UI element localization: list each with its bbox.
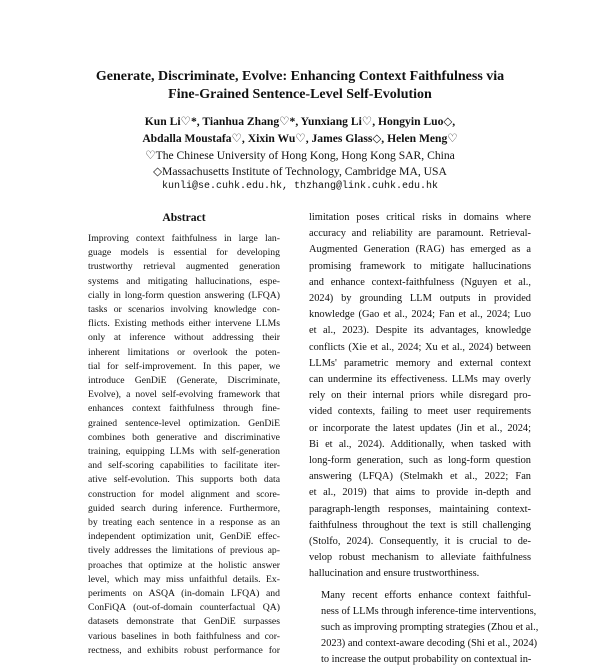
intro-paragraph-1-line: conflicts (Xie et al., 2024; Xu et al., 2024) between (309, 341, 531, 353)
intro-paragraph-1-line: limitation poses critical risks in domains where (309, 212, 531, 223)
intro-paragraph-1-line: can undermine its effectiveness. LLMs may overly (309, 374, 531, 386)
abstract-line: only at inference without addressing their (88, 332, 280, 344)
author-emails: kunli@se.cuhk.edu.hk, thzhang@link.cuhk.edu.hk (161, 181, 439, 192)
abstract-line: periments on ASQA (in-domain LFQA) and (88, 588, 280, 600)
intro-paragraph-1-line: paragraph-length responses, maintaining context- (309, 503, 531, 515)
intro-paragraph-1-line: 2024) by grounding LLM outputs in provided (309, 293, 531, 305)
intro-paragraph-2-line: ness of LLMs through inference-time interventions, (321, 605, 537, 617)
intro-paragraph-1-line: Bi et al., 2024). Additionally, when tasked with (309, 438, 531, 450)
abstract-line: by treating each sentence in a response as an (88, 517, 280, 529)
abstract-line: tively addresses the limitations of previous ap- (88, 545, 280, 557)
abstract-line: cially in long-form question answering (LFQA) (88, 289, 280, 301)
abstract-line: Evolve), a novel self-evolving framework that (88, 389, 280, 401)
intro-paragraph-1-line: LLMs' parametric memory and external context (309, 357, 531, 369)
abstract-line: ConFiQA (out-of-domain counterfactual QA) (88, 602, 280, 614)
intro-paragraph-1-line: answering (LFQA) (Stelmakh et al., 2022; Fan (309, 471, 531, 483)
authors-line-1: Kun Li♡*, Tianhua Zhang♡*, Yunxiang Li♡, Hongyin Luo◇, (144, 115, 456, 128)
abstract-body (88, 232, 280, 658)
affiliation-mit: ◇Massachusetts Institute of Technology, Cambridge MA, USA (153, 165, 447, 178)
intro-paragraph-1-line: vided contexts, failing to meet user requirements (309, 406, 531, 418)
abstract-line: guage models is essential for developing (88, 247, 280, 259)
abstract-line: flicts. Existing methods either intervene LLMs (88, 318, 280, 330)
intro-paragraph-1 (309, 210, 531, 583)
abstract-line: datasets demonstrate that GenDiE surpasses (88, 616, 280, 628)
abstract-line: construction for model alignment and score- (88, 488, 280, 500)
intro-paragraph-1-line: long-form generation, such as long-form question (309, 455, 531, 467)
abstract-line: various baselines in both faithfulness and cor- (88, 630, 280, 642)
intro-paragraph-1-line: et al., 2019) that aims to provide in-depth and (309, 487, 531, 499)
intro-paragraph-1-line: promising framework to mitigate hallucinations (309, 260, 531, 272)
intro-paragraph-1-line: velop robust mechanism to alleviate faithfulness (309, 552, 531, 564)
abstract-line: training, equipping LLMs with self-generation (88, 446, 280, 458)
affiliations (0, 148, 600, 180)
abstract-line: grained sentence-level optimization. GenDiE (88, 417, 280, 429)
author-list (0, 113, 600, 147)
intro-paragraph-1-line: faithfulness throughout the text is still challenging (309, 519, 531, 531)
abstract-line: tial for self-improvement. In this paper, we (88, 360, 280, 372)
intro-paragraph-1-line: et al., 2023). Despite its advantages, knowledge (309, 325, 531, 337)
abstract-line: trustworthy retrieval augmented generation (88, 261, 280, 273)
abstract-line: inherent limitations or overlook the poten- (88, 346, 280, 358)
abstract-line: Improving context faithfulness in large lan- (88, 233, 280, 244)
intro-paragraph-1-line: (Stolfo, 2024). Consequently, it is crucial to de- (309, 536, 531, 548)
intro-paragraph-1-line: hallucination and ensure trustworthiness. (309, 568, 480, 580)
intro-paragraph-2-line: to increase the output probability on contextual in- (321, 654, 532, 666)
title-line-1: Generate, Discriminate, Evolve: Enhancing Context Faithfulness via (95, 69, 505, 84)
intro-paragraph-1-line: knowledge (Gao et al., 2024; Fan et al., 2024; Luo (309, 309, 531, 321)
intro-paragraph-2-line: Many recent efforts enhance context faithful- (321, 589, 531, 601)
abstract-line: guided search during inference. Furthermore, (88, 502, 280, 514)
intro-paragraph-1-line: accuracy and reliability are paramount. Retrieval- (309, 228, 531, 240)
abstract-heading: Abstract (162, 211, 206, 224)
abstract-line: systems and mitigating hallucinations, espe- (88, 275, 280, 287)
affiliation-cuhk: ♡The Chinese University of Hong Kong, Hong Kong SAR, China (145, 149, 455, 162)
abstract-line: tasks or scenarios involving knowledge con- (88, 304, 280, 316)
abstract-line: and self-scoring capabilities to facilitate iter- (88, 460, 280, 472)
abstract-line: ative self-evolution. This supports both data (88, 474, 280, 486)
abstract-line: enhances context faithfulness through fine- (88, 403, 280, 415)
title-line-2: Fine-Grained Sentence-Level Self-Evolution (168, 87, 432, 102)
abstract-line: independent optimization unit, GenDiE effec- (88, 531, 280, 543)
intro-paragraph-1-line: rely on their internal priors while disregard pro- (309, 390, 531, 402)
abstract-line: introduce GenDiE (Generate, Discriminate, (88, 375, 280, 387)
abstract-line: combines both generative and discriminative (88, 431, 280, 443)
paper-title (0, 68, 600, 104)
intro-paragraph-1-line: or incorporate the latest updates (Jin et al., 2024; (309, 422, 531, 434)
authors-line-2: Abdalla Moustafa♡, Xixin Wu♡, James Glass◇, Helen Meng♡ (142, 132, 458, 145)
abstract-line: proaches that optimize at the holistic answer (88, 559, 280, 571)
intro-paragraph-2-line: such as improving prompting strategies (Zhou et al., (321, 622, 539, 634)
abstract-line: level, which may miss unfaithful details. Ex- (88, 573, 280, 585)
abstract-line: rectness, and exhibits robust performance for (88, 644, 280, 656)
intro-paragraph-1-line: Augmented Generation (RAG) has emerged as a (309, 244, 531, 256)
intro-paragraph-2-line: 2023) and context-aware decoding (Shi et al., 2024) (321, 638, 538, 650)
intro-paragraph-1-line: and enhance context-faithfulness (Nguyen et al., (309, 276, 531, 288)
